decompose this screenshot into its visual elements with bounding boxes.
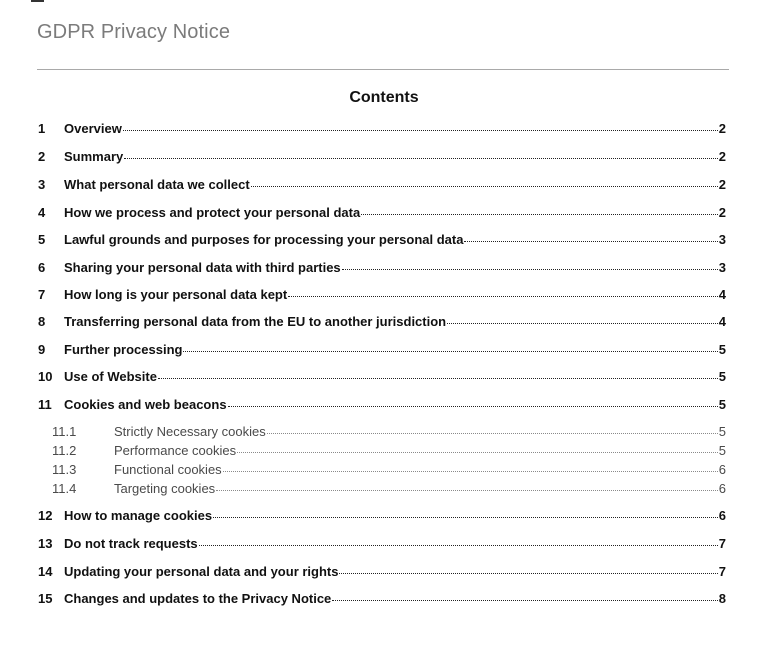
toc-dot-leader	[213, 517, 718, 518]
toc-entry-text[interactable]: Further processing	[64, 342, 183, 357]
toc-entry-number: 12	[38, 508, 53, 523]
toc-entry-8[interactable]	[38, 314, 726, 329]
toc-dot-leader	[124, 158, 718, 159]
toc-entry-text[interactable]: Do not track requests	[64, 536, 198, 551]
toc-entry-1[interactable]	[38, 121, 726, 136]
toc-entry-13[interactable]	[38, 536, 726, 551]
toc-subentry-page[interactable]: 5	[718, 424, 726, 439]
toc-entry-page[interactable]: 4	[718, 287, 726, 302]
toc-dot-leader	[251, 186, 718, 187]
toc-subentry-11-3[interactable]	[38, 462, 726, 477]
toc-subentry-page[interactable]: 5	[718, 443, 726, 458]
toc-entry-number: 8	[38, 314, 46, 329]
toc-entry-page[interactable]: 2	[718, 177, 726, 192]
toc-entry-page[interactable]: 7	[718, 564, 726, 579]
toc-dot-leader	[237, 452, 718, 453]
toc-dot-leader	[464, 241, 717, 242]
toc-dot-leader	[183, 351, 717, 352]
toc-entry-text[interactable]: Cookies and web beacons	[64, 397, 227, 412]
toc-entry-page[interactable]: 5	[718, 369, 726, 384]
toc-entry-2[interactable]	[38, 149, 726, 164]
toc-dot-leader	[158, 378, 718, 379]
toc-entry-number: 11	[38, 397, 52, 412]
toc-subentry-page[interactable]: 6	[718, 481, 726, 496]
toc-entry-page[interactable]: 4	[718, 314, 726, 329]
toc-subentry-page[interactable]: 6	[718, 462, 726, 477]
toc-subentry-11-4[interactable]	[38, 481, 726, 496]
toc-dot-leader	[199, 545, 718, 546]
toc-entry-page[interactable]: 3	[718, 232, 726, 247]
toc-entry-number: 6	[38, 260, 46, 275]
toc-dot-leader	[267, 433, 718, 434]
toc-dot-leader	[447, 323, 718, 324]
toc-dot-leader	[332, 600, 717, 601]
toc-entry-4[interactable]	[38, 205, 726, 220]
toc-entry-page[interactable]: 2	[718, 121, 726, 136]
toc-entry-text[interactable]: Changes and updates to the Privacy Notice	[64, 591, 332, 606]
toc-entry-page[interactable]: 2	[718, 205, 726, 220]
toc-subentry-text[interactable]: Targeting cookies	[114, 481, 216, 496]
toc-entry-number: 7	[38, 287, 46, 302]
toc-subentry-text[interactable]: Functional cookies	[114, 462, 222, 477]
toc-entry-text[interactable]: Lawful grounds and purposes for processing your personal data	[64, 232, 464, 247]
toc-entry-text[interactable]: Sharing your personal data with third parties	[64, 260, 341, 275]
toc-dot-leader	[123, 130, 718, 131]
toc-entry-number: 10	[38, 369, 53, 384]
toc-entry-number: 15	[38, 591, 53, 606]
page-corner-mark	[31, 0, 44, 2]
toc-entry-text[interactable]: Overview	[64, 121, 122, 136]
toc-entry-page[interactable]: 8	[718, 591, 726, 606]
toc-entry-page[interactable]: 5	[718, 397, 726, 412]
toc-entry-text[interactable]: Use of Website	[64, 369, 157, 384]
toc-entry-text[interactable]: How to manage cookies	[64, 508, 213, 523]
toc-subentry-number: 11.4	[52, 481, 77, 496]
toc-entry-page[interactable]: 5	[718, 342, 726, 357]
toc-entry-number: 13	[38, 536, 53, 551]
toc-entry-11[interactable]	[38, 397, 726, 412]
toc-entry-5[interactable]	[38, 232, 726, 247]
header-divider	[37, 69, 729, 70]
toc-entry-10[interactable]	[38, 369, 726, 384]
toc-entry-number: 9	[38, 342, 46, 357]
toc-entry-text[interactable]: Updating your personal data and your rights	[64, 564, 339, 579]
toc-entry-9[interactable]	[38, 342, 726, 357]
toc-entry-number: 1	[38, 121, 46, 136]
toc-dot-leader	[223, 471, 718, 472]
toc-dot-leader	[228, 406, 718, 407]
toc-dot-leader	[216, 490, 718, 491]
toc-entry-number: 14	[38, 564, 53, 579]
toc-entry-14[interactable]	[38, 564, 726, 579]
document-header-title: GDPR Privacy Notice	[37, 21, 231, 43]
toc-dot-leader	[342, 269, 718, 270]
toc-entry-number: 4	[38, 205, 46, 220]
toc-entry-text[interactable]: What personal data we collect	[64, 177, 250, 192]
toc-dot-leader	[361, 214, 718, 215]
toc-subentry-text[interactable]: Strictly Necessary cookies	[114, 424, 266, 439]
toc-entry-text[interactable]: Summary	[64, 149, 124, 164]
toc-entry-12[interactable]	[38, 508, 726, 523]
toc-entry-number: 3	[38, 177, 46, 192]
toc-entry-number: 5	[38, 232, 46, 247]
toc-subentry-11-2[interactable]	[38, 443, 726, 458]
toc-entry-7[interactable]	[38, 287, 726, 302]
toc-entry-page[interactable]: 3	[718, 260, 726, 275]
toc-subentry-number: 11.3	[52, 462, 77, 477]
toc-subentry-text[interactable]: Performance cookies	[114, 443, 237, 458]
toc-entry-3[interactable]	[38, 177, 726, 192]
toc-entry-text[interactable]: Transferring personal data from the EU to another jurisdiction	[64, 314, 447, 329]
toc-subentry-number: 11.2	[52, 443, 77, 458]
toc-dot-leader	[288, 296, 718, 297]
toc-subentry-11-1[interactable]	[38, 424, 726, 439]
toc-entry-page[interactable]: 7	[718, 536, 726, 551]
toc-entry-15[interactable]	[38, 591, 726, 606]
toc-entry-6[interactable]	[38, 260, 726, 275]
toc-entry-text[interactable]: How long is your personal data kept	[64, 287, 288, 302]
toc-entry-text[interactable]: How we process and protect your personal data	[64, 205, 361, 220]
toc-title: Contents	[349, 89, 419, 106]
toc-entry-page[interactable]: 6	[718, 508, 726, 523]
toc-entry-page[interactable]: 2	[718, 149, 726, 164]
toc-entry-number: 2	[38, 149, 46, 164]
toc-dot-leader	[339, 573, 717, 574]
toc-subentry-number: 11.1	[52, 424, 77, 439]
